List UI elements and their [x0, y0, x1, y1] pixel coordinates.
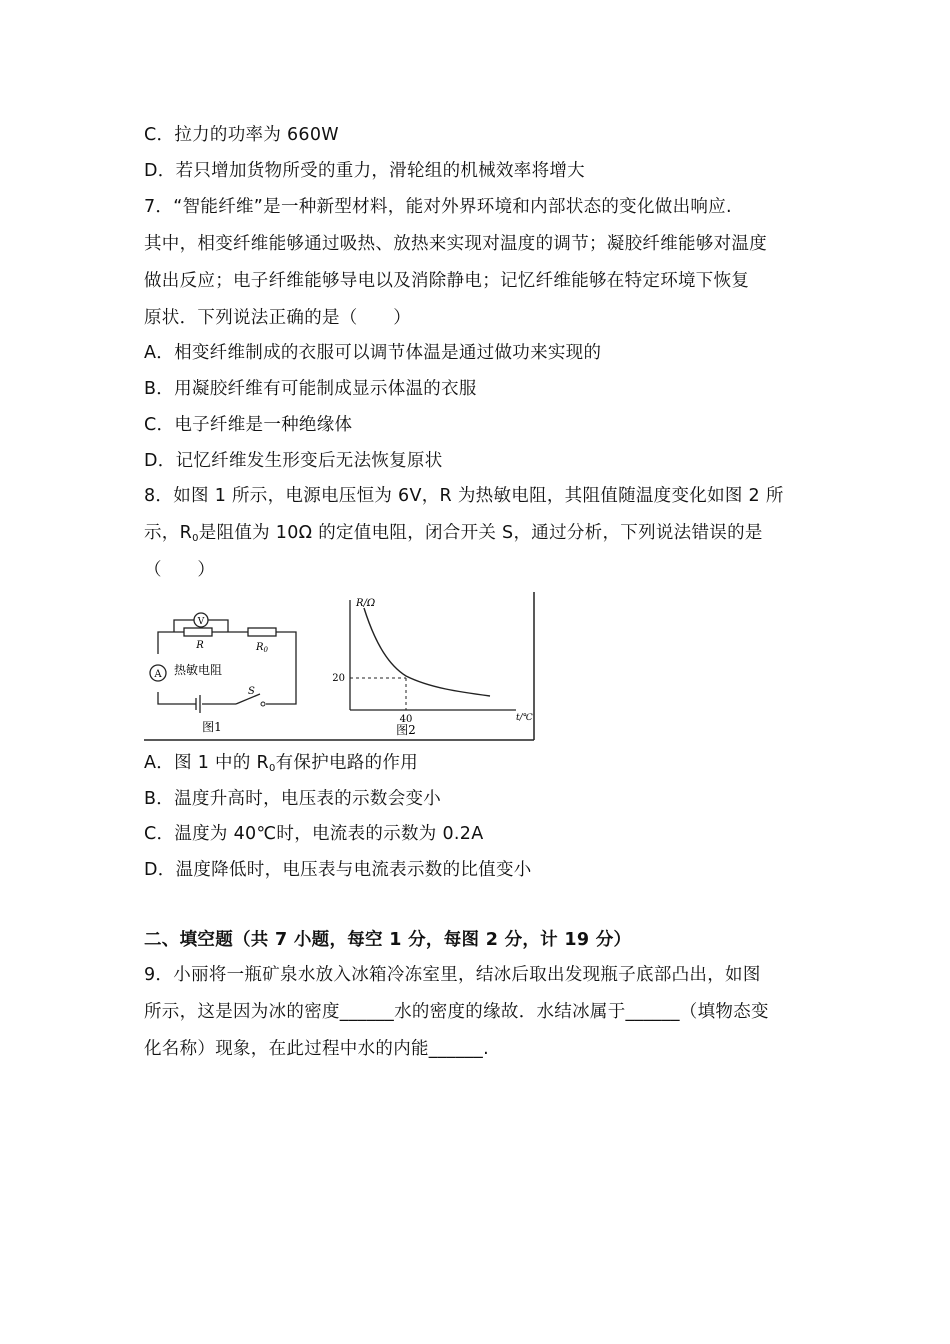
q9-line-2: 所示，这是因为冰的密度______水的密度的缘故．水结冰属于______（填物态变 [144, 1002, 769, 1022]
y-axis-label: R/Ω [356, 598, 376, 609]
q8-option-c: C．温度为 40℃时，电流表的示数为 0.2A [144, 824, 484, 844]
x-axis-label: t/℃ [516, 713, 533, 723]
q7-stem-line-4: 原状．下列说法正确的是（ ） [144, 308, 411, 328]
q8-option-d: D．温度降低时，电压表与电流表示数的比值变小 [144, 860, 532, 880]
q7-stem-line-3: 做出反应；电子纤维能够导电以及消除静电；记忆纤维能够在特定环境下恢复 [144, 271, 750, 291]
q7-option-d: D．记忆纤维发生形变后无法恢复原状 [144, 451, 443, 471]
q8-stem-line-1: 8．如图 1 所示，电源电压恒为 6V，R 为热敏电阻，其阻值随温度变化如图 2 所 [144, 486, 784, 506]
q8-stem-line-3: （ ） [144, 560, 216, 580]
fig1-caption: 图1 [202, 720, 222, 734]
voltmeter-label: V [197, 617, 205, 627]
thermistor-label: 热敏电阻 [174, 663, 223, 677]
q9-line-3: 化名称）现象，在此过程中水的内能______. [144, 1039, 489, 1059]
q7-option-a: A．相变纤维制成的衣服可以调节体温是通过做功来实现的 [144, 343, 602, 363]
q7-option-c: C．电子纤维是一种绝缘体 [144, 415, 353, 435]
x-tick-40: 40 [399, 714, 413, 725]
q7-stem-line-2: 其中，相变纤维能够通过吸热、放热来实现对温度的调节；凝胶纤维能够对温度 [144, 234, 767, 254]
q9-line-1: 9．小丽将一瓶矿泉水放入冰箱冷冻室里，结冰后取出发现瓶子底部凸出，如图 [144, 965, 761, 985]
r-label: R [196, 640, 204, 651]
resistance-curve [364, 608, 490, 696]
r0-label: $R_0$ [256, 642, 268, 654]
section-heading: 二、填空题（共 7 小题，每空 1 分，每图 2 分，计 19 分） [144, 930, 632, 950]
y-tick-20: 20 [332, 673, 345, 684]
q8-option-a: A．图 1 中的 $R_0$有保护电路的作用 [144, 753, 419, 774]
ammeter-label: A [154, 669, 162, 680]
q8-figure [144, 592, 536, 742]
q6-option-d: D．若只增加货物所受的重力，滑轮组的机械效率将增大 [144, 161, 585, 181]
resistance-temperature-graph [350, 600, 516, 710]
q8-option-b: B．温度升高时，电压表的示数会变小 [144, 789, 442, 809]
switch-contact-icon [261, 702, 265, 706]
q8-stem-line-2: 示，$R_0$是阻值为 10Ω 的定值电阻，闭合开关 S，通过分析，下列说法错误的是 [144, 523, 763, 544]
switch-label: S [248, 686, 255, 697]
q7-stem-line-1: 7．“智能纤维”是一种新型材料，能对外界环境和内部状态的变化做出响应. [144, 197, 732, 217]
q7-option-b: B．用凝胶纤维有可能制成显示体温的衣服 [144, 379, 477, 399]
fig2-caption: 图2 [396, 723, 416, 737]
q6-option-c: C．拉力的功率为 660W [144, 125, 339, 145]
